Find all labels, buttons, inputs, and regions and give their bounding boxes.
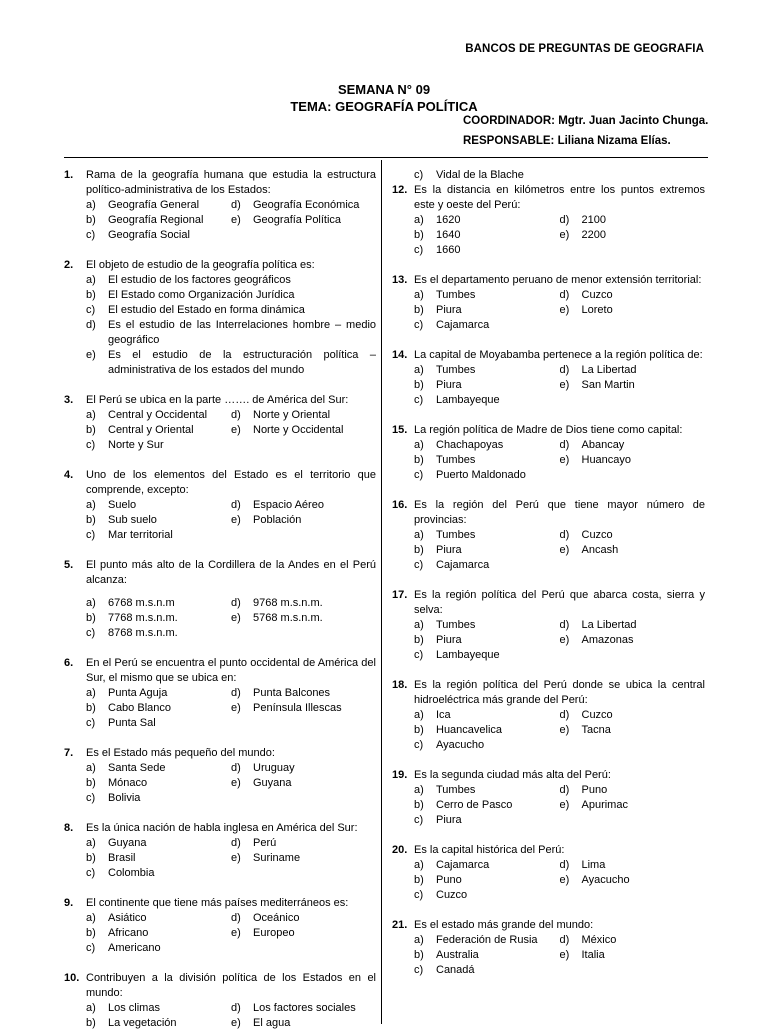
- option-c: Lambayeque: [436, 394, 500, 406]
- option-d: Perú: [253, 837, 277, 849]
- question-number: 17.: [392, 589, 408, 601]
- question-text: El Perú se ubica en la parte ……. de América del Sur:: [86, 394, 349, 406]
- question-18: 18. Es la región política del Perú donde se ubica la central hidroeléctrica más grande del Perú: a) Ica d) Cuzco b) Huancavelica e) Tacna c) Ayacucho: [392, 679, 705, 751]
- option-e: Tacna: [581, 724, 611, 736]
- question-number: 1.: [64, 169, 74, 181]
- option-c: Ayacucho: [436, 739, 485, 751]
- option-e: Europeo: [253, 927, 295, 939]
- option-c: Geografía Social: [108, 229, 190, 241]
- question-number: 18.: [392, 679, 408, 691]
- option-c: Americano: [108, 942, 161, 954]
- question-number: 14.: [392, 349, 408, 361]
- question-2: 2. El objeto de estudio de la geografía política es: a) El estudio de los factores geográficos b) El Estado como Organización Jurídica c) El estudio del Estado en forma dinámica d) Es el estudio de las Interrelaciones hombre – medio geográfico e) Es el estudio de la estructuración política – administrativa de los estados del mundo: [64, 259, 376, 376]
- option-b: Tumbes: [436, 454, 476, 466]
- option-e: 5768 m.s.n.m.: [253, 612, 323, 624]
- option-b: Cerro de Pasco: [436, 799, 513, 811]
- option-c: 1660: [436, 244, 461, 256]
- option-b: La vegetación: [108, 1017, 177, 1029]
- question-19: 19. Es la segunda ciudad más alta del Perú: a) Tumbes d) Puno b) Cerro de Pasco e) Apurimac c) Piura: [392, 768, 705, 828]
- option-b: Huancavelica: [436, 724, 503, 736]
- option-a: 1620: [436, 214, 461, 226]
- option-c: Cuzco: [436, 889, 468, 901]
- option-c: El estudio del Estado en forma dinámica: [108, 304, 305, 316]
- question-number: 3.: [64, 394, 74, 406]
- option-e: Guyana: [253, 777, 292, 789]
- option-a: Tumbes: [436, 529, 476, 541]
- option-a: Santa Sede: [108, 762, 166, 774]
- option-e: Ancash: [581, 544, 619, 556]
- question-number: 8.: [64, 822, 74, 834]
- option-d: La Libertad: [581, 364, 637, 376]
- question-13: 13. Es el departamento peruano de menor extensión territorial: a) Tumbes d) Cuzco b) Piura e) Loreto c) Cajamarca: [392, 273, 705, 333]
- option-c: Cajamarca: [436, 559, 490, 571]
- question-16: 16. Es la región del Perú que tiene mayor número de provincias: a) Tumbes d) Cuzco b) Piura e) Ancash c) Cajamarca: [392, 499, 705, 571]
- question-9: 9. El continente que tiene más países mediterráneos es: a) Asiático d) Oceánico b) Africano e) Europeo c) Americano: [64, 896, 376, 956]
- option-c: Bolivia: [108, 792, 141, 804]
- question-text: El continente que tiene más países mediterráneos es:: [86, 897, 349, 909]
- question-text: Uno de los elementos del Estado es el territorio que comprende, excepto:: [86, 469, 376, 496]
- option-b: Piura: [436, 304, 462, 316]
- coordinator: COORDINADOR: Mgtr. Juan Jacinto Chunga.: [463, 115, 709, 127]
- option-e: San Martin: [581, 379, 635, 391]
- option-d: Geografía Económica: [253, 199, 360, 211]
- option-e: Península Illescas: [253, 702, 342, 714]
- option-b: Geografía Regional: [108, 214, 204, 226]
- question-text: Es la región del Perú que tiene mayor número de provincias:: [414, 499, 705, 526]
- question-17: 17. Es la región política del Perú que abarca costa, sierra y selva: a) Tumbes d) La Libertad b) Piura e) Amazonas c) Lambayeque: [392, 589, 705, 661]
- option-c: Piura: [436, 814, 462, 826]
- option-e: Norte y Occidental: [253, 424, 344, 436]
- question-number: 21.: [392, 919, 408, 931]
- question-text: Rama de la geografía humana que estudia la estructura político-administrativa de los Estados:: [86, 169, 376, 196]
- option-c: 8768 m.s.n.m.: [108, 627, 178, 639]
- question-10: 10. Contribuyen a la división política de los Estados en el mundo: a) Los climas d) Los factores sociales b) La vegetación e) El agua: [64, 972, 376, 1029]
- option-d: Uruguay: [253, 762, 295, 774]
- question-15: 15. La región política de Madre de Dios tiene como capital: a) Chachapoyas d) Abancay b) Tumbes e) Huancayo c) Puerto Maldonado: [392, 423, 705, 483]
- option-b: 7768 m.s.n.m.: [108, 612, 178, 624]
- right-column: [392, 168, 705, 978]
- option-a: El estudio de los factores geográficos: [108, 274, 291, 286]
- question-14: 14. La capital de Moyabamba pertenece a la región política de: a) Tumbes d) La Libertad b) Piura e) San Martin c) Lambayeque: [392, 348, 705, 408]
- question-number: 2.: [64, 259, 74, 271]
- option-c: Norte y Sur: [108, 439, 164, 451]
- bank-header: BANCOS DE PREGUNTAS DE GEOGRAFIA: [465, 43, 704, 55]
- option-c: Canadá: [436, 964, 475, 976]
- option-e: Ayacucho: [581, 874, 630, 886]
- option-b: Piura: [436, 544, 462, 556]
- option-a: Los climas: [108, 1002, 160, 1014]
- question-text: El punto más alto de la Cordillera de la Andes en el Perú alcanza:: [86, 559, 376, 586]
- option-c: Vidal de la Blache: [436, 169, 524, 181]
- option-a: Federación de Rusia: [436, 934, 538, 946]
- question-text: Es el departamento peruano de menor extensión territorial:: [414, 274, 702, 286]
- question-text: La región política de Madre de Dios tiene como capital:: [414, 424, 683, 436]
- option-a: Central y Occidental: [108, 409, 208, 421]
- left-column: [64, 168, 376, 1031]
- column-divider: [381, 160, 382, 1024]
- option-d: 2100: [581, 214, 606, 226]
- option-c: Mar territorial: [108, 529, 173, 541]
- option-b: Cabo Blanco: [108, 702, 171, 714]
- option-b: Sub suelo: [108, 514, 157, 526]
- option-e: Suriname: [253, 852, 301, 864]
- option-d: Cuzco: [581, 709, 613, 721]
- question-text: Es la región política del Perú que abarca costa, sierra y selva:: [414, 589, 705, 616]
- option-a: Geografía General: [108, 199, 200, 211]
- question-text: La capital de Moyabamba pertenece a la región política de:: [414, 349, 703, 361]
- option-a: Ica: [436, 709, 451, 721]
- option-e: Población: [253, 514, 302, 526]
- option-e: Apurimac: [581, 799, 628, 811]
- question-text: Es la única nación de habla inglesa en América del Sur:: [86, 822, 358, 834]
- question-number: 10.: [64, 972, 80, 984]
- question-number: 9.: [64, 897, 74, 909]
- option-d: La Libertad: [581, 619, 637, 631]
- option-c: Punta Sal: [108, 717, 156, 729]
- option-b: Mónaco: [108, 777, 148, 789]
- option-d: Punta Balcones: [253, 687, 331, 699]
- question-text: En el Perú se encuentra el punto occidental de América del Sur, el mismo que se ubica en:: [86, 657, 376, 684]
- question-number: 5.: [64, 559, 74, 571]
- question-1: 1. Rama de la geografía humana que estudia la estructura político-administrativa de los Estados: a) Geografía General d) Geografía Económica b) Geografía Regional e) Geografía Política c) Geografía Social: [64, 169, 376, 241]
- question-21: 21. Es el estado más grande del mundo: a) Federación de Rusia d) México b) Australia e) Italia c) Canadá: [392, 918, 705, 978]
- question-3: 3. El Perú se ubica en la parte ……. de América del Sur: a) Central y Occidental d) Norte y Oriental b) Central y Oriental e) Norte y Occidental c) Norte y Sur: [64, 393, 376, 453]
- option-e: Amazonas: [581, 634, 634, 646]
- option-b: Brasil: [108, 852, 136, 864]
- question-text: Es la región política del Perú donde se ubica la central hidroeléctrica más grande del Perú:: [414, 679, 705, 706]
- question-number: 20.: [392, 844, 408, 856]
- option-a: Punta Aguja: [108, 687, 168, 699]
- question-number: 12.: [392, 184, 408, 196]
- option-e: Loreto: [581, 304, 613, 316]
- option-c: Cajamarca: [436, 319, 490, 331]
- option-b: Piura: [436, 634, 462, 646]
- responsible: RESPONSABLE: Liliana Nizama Elías.: [463, 135, 671, 147]
- option-b: Central y Oriental: [108, 424, 194, 436]
- option-b: Piura: [436, 379, 462, 391]
- option-e: Huancayo: [581, 454, 632, 466]
- option-a: Suelo: [108, 499, 137, 511]
- question-4: 4. Uno de los elementos del Estado es el territorio que comprende, excepto: a) Suelo d) Espacio Aéreo b) Sub suelo e) Población c) Mar territorial: [64, 469, 376, 541]
- question-7: 7. Es el Estado más pequeño del mundo: a) Santa Sede d) Uruguay b) Mónaco e) Guyana c) Bolivia: [64, 746, 376, 806]
- question-number: 13.: [392, 274, 408, 286]
- question-text: Es la segunda ciudad más alta del Perú:: [414, 769, 611, 781]
- option-e: Geografía Política: [253, 214, 342, 226]
- option-a: Tumbes: [436, 364, 476, 376]
- question-number: 16.: [392, 499, 408, 511]
- option-d: Espacio Aéreo: [253, 499, 324, 511]
- question-text: Es el Estado más pequeño del mundo:: [86, 747, 275, 759]
- topic-title: TEMA: GEOGRAFÍA POLÍTICA: [290, 99, 478, 114]
- question-text: Contribuyen a la división política de los Estados en el mundo:: [86, 972, 376, 999]
- week-title: SEMANA N° 09: [337, 82, 431, 97]
- option-a: Chachapoyas: [436, 439, 504, 451]
- question-number: 7.: [64, 747, 74, 759]
- question-text: Es la capital histórica del Perú:: [414, 844, 565, 856]
- question-text: Es la distancia en kilómetros entre los puntos extremos este y oeste del Perú:: [414, 184, 705, 211]
- option-d: Cuzco: [581, 289, 613, 301]
- option-b: 1640: [436, 229, 461, 241]
- question-12: 12. Es la distancia en kilómetros entre los puntos extremos este y oeste del Perú: a) 1620 d) 2100 b) 1640 e) 2200 c) 1660: [392, 184, 705, 256]
- question-6: 6. En el Perú se encuentra el punto occidental de América del Sur, el mismo que se ubica en: a) Punta Aguja d) Punta Balcones b) Cabo Blanco e) Península Illescas c) Punta Sal: [64, 657, 376, 729]
- question-text: Es el estado más grande del mundo:: [414, 919, 594, 931]
- option-d: Lima: [581, 859, 606, 871]
- option-c: Colombia: [108, 867, 155, 879]
- option-a: 6768 m.s.n.m: [108, 597, 175, 609]
- option-c: Puerto Maldonado: [436, 469, 526, 481]
- option-e: El agua: [253, 1017, 291, 1029]
- option-e: Italia: [581, 949, 605, 961]
- option-d: Puno: [581, 784, 608, 796]
- question-text: El objeto de estudio de la geografía política es:: [86, 259, 315, 271]
- question-number: 6.: [64, 657, 74, 669]
- option-d: Oceánico: [253, 912, 300, 924]
- option-d: 9768 m.s.n.m.: [253, 597, 323, 609]
- option-d: Los factores sociales: [253, 1002, 356, 1014]
- option-b: Puno: [436, 874, 462, 886]
- question-number: 15.: [392, 424, 408, 436]
- question-5: 5. El punto más alto de la Cordillera de la Andes en el Perú alcanza: a) 6768 m.s.n.m d) 9768 m.s.n.m. b) 7768 m.s.n.m. e) 5768 m.s.n.m. c) 8768 m.s.n.m.: [64, 559, 376, 639]
- option-a: Cajamarca: [436, 859, 490, 871]
- option-d: Es el estudio de las Interrelaciones hombre – medio geográfico: [108, 319, 376, 346]
- question-20: 20. Es la capital histórica del Perú: a) Cajamarca d) Lima b) Puno e) Ayacucho c) Cuzco: [392, 843, 705, 903]
- option-a: Guyana: [108, 837, 147, 849]
- option-b: El Estado como Organización Jurídica: [108, 289, 295, 301]
- option-d: Norte y Oriental: [253, 409, 331, 421]
- option-d: Cuzco: [581, 529, 613, 541]
- question-8: 8. Es la única nación de habla inglesa en América del Sur: a) Guyana d) Perú b) Brasil e) Suriname c) Colombia: [64, 821, 376, 881]
- option-a: Asiático: [108, 912, 147, 924]
- option-b: Australia: [436, 949, 479, 961]
- option-e: 2200: [581, 229, 606, 241]
- option-c: Lambayeque: [436, 649, 500, 661]
- question-number: 4.: [64, 469, 74, 481]
- option-a: Tumbes: [436, 619, 476, 631]
- option-b: Africano: [108, 927, 149, 939]
- option-e: Es el estudio de la estructuración política – administrativa de los estados del mundo: [108, 349, 376, 376]
- question-11-continued: c) Vidal de la Blache: [392, 168, 705, 183]
- question-number: 19.: [392, 769, 408, 781]
- option-d: México: [581, 934, 617, 946]
- option-d: Abancay: [581, 439, 625, 451]
- option-a: Tumbes: [436, 289, 476, 301]
- header-rule: [64, 157, 708, 158]
- option-a: Tumbes: [436, 784, 476, 796]
